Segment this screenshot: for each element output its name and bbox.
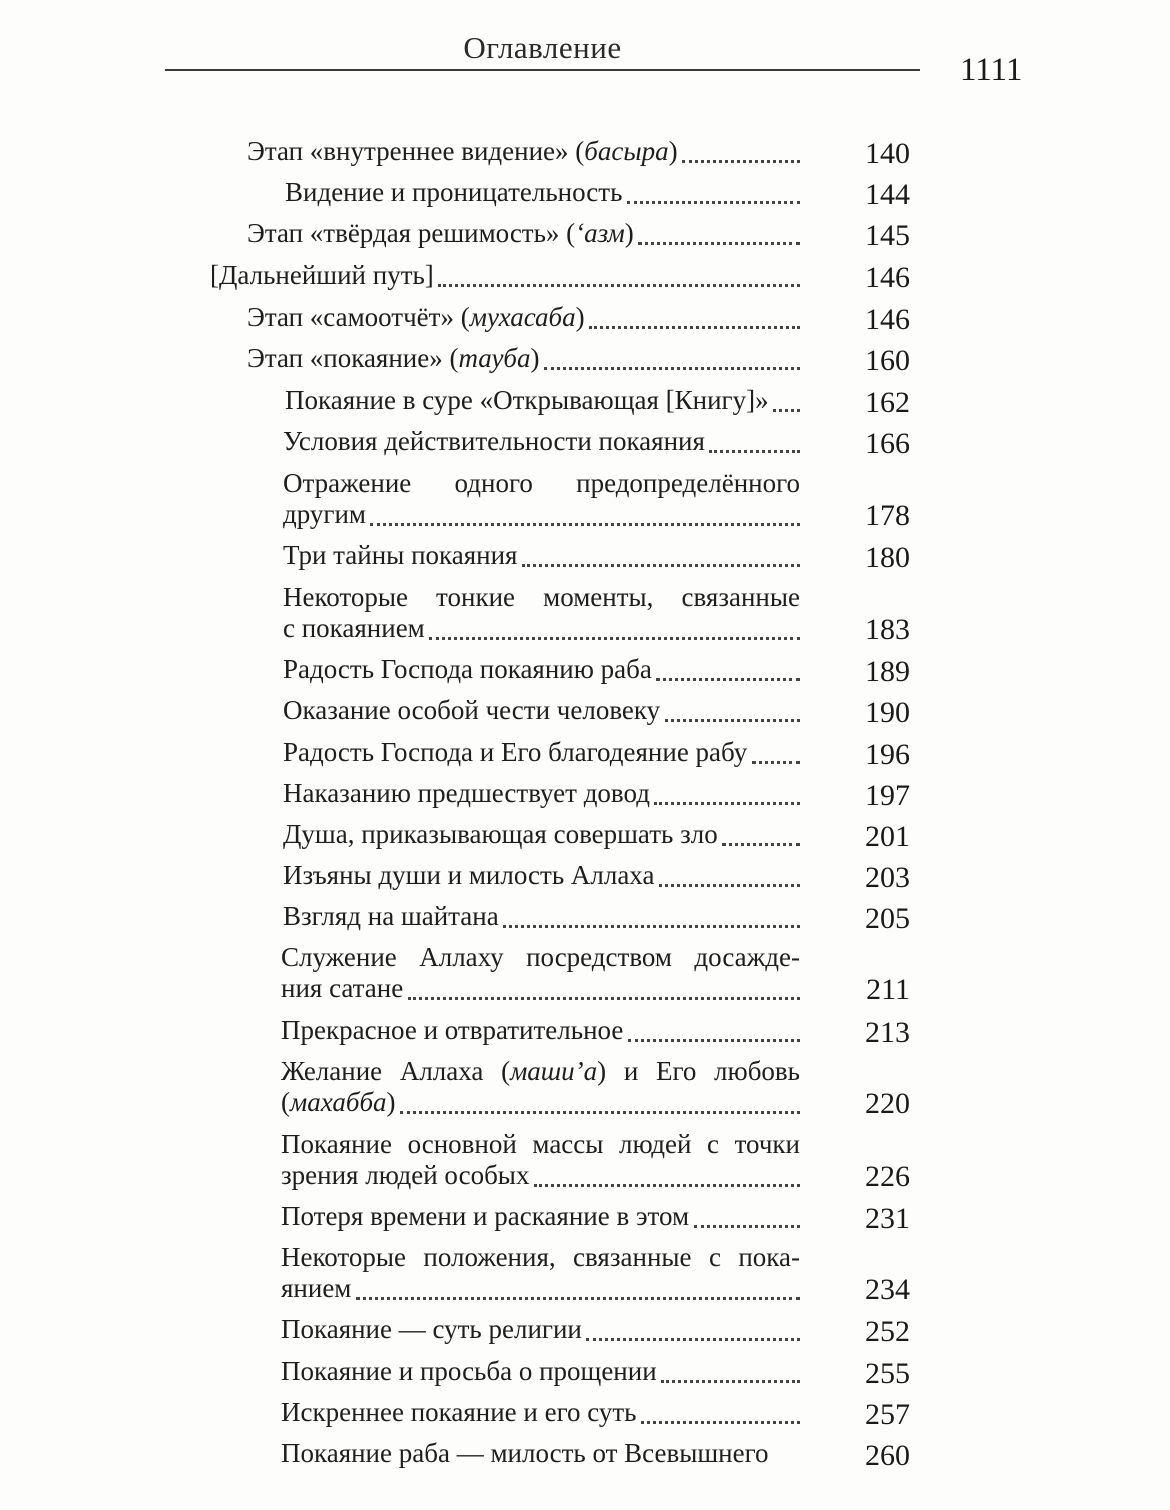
toc-entry-title-line1: Отражение одного предопределённого [283, 468, 800, 498]
toc-entry-title: Взгляд на шайтана [283, 901, 499, 931]
leader-dots [773, 409, 800, 412]
leader-dots [709, 450, 800, 453]
toc-page-number: 196 [865, 738, 910, 771]
toc-entry-title-line2: (махабба) [281, 1087, 396, 1117]
toc-page-number: 162 [865, 386, 910, 419]
toc-entry-title: Этап «покаяние» (тауба) [247, 343, 540, 373]
leader-dots [656, 678, 800, 681]
toc-entry-title: Душа, приказывающая совершать зло [283, 819, 718, 849]
toc-entry-title: Радость Господа покаянию раба [283, 654, 652, 684]
leader-dots [659, 884, 800, 887]
toc-entry-title: Этап «самоотчёт» (мухасаба) [247, 302, 585, 332]
toc-page-number: 146 [865, 303, 910, 336]
leader-dots [438, 284, 800, 287]
toc-entry-title-line1: Некоторые положения, связанные с пока- [281, 1242, 800, 1272]
leader-dots [589, 326, 800, 329]
toc-entry-title: Видение и проницательность [285, 177, 623, 207]
toc-entry-title: Потеря времени и раскаяние в этом [281, 1201, 690, 1231]
toc-entry-title: Покаяние — суть религии [281, 1314, 582, 1344]
toc-entry [283, 468, 800, 530]
leader-dots [682, 160, 800, 163]
toc-entry [281, 1129, 800, 1191]
toc-page-number: 260 [865, 1439, 910, 1472]
toc-entry-title: Изъяны души и милость Аллаха [283, 860, 655, 890]
toc-page-number: 144 [865, 178, 910, 211]
toc-entry-title: [Дальнейший путь] [210, 260, 434, 290]
leader-dots [628, 1039, 800, 1042]
toc-page-number: 234 [865, 1273, 910, 1306]
toc-entry-title: Оказание особой чести человеку [283, 695, 661, 725]
toc-entry-title-line2: янием [281, 1273, 352, 1303]
toc-page-number: 197 [865, 779, 910, 812]
leader-dots [370, 523, 800, 526]
leader-dots [661, 1380, 800, 1383]
toc-page-number: 252 [865, 1315, 910, 1348]
toc-entry-title: Искреннее покаяние и его суть [281, 1397, 637, 1427]
toc-page-number: 231 [865, 1202, 910, 1235]
leader-dots [429, 637, 800, 640]
toc-entry [281, 942, 800, 1004]
toc-entry-title-line1: Желание Аллаха (маши’а) и Его любовь [281, 1056, 800, 1086]
toc-entry [283, 582, 800, 644]
leader-dots [503, 925, 800, 928]
toc-entry-title: Прекрасное и отвратительное [281, 1015, 624, 1045]
toc-entry-title-line1: Покаяние основной массы людей с точки [281, 1129, 800, 1159]
toc-page-number: 145 [865, 219, 910, 252]
toc-entry-title: Радость Господа и Его благодеяние рабу [283, 737, 748, 767]
toc-page-number: 226 [865, 1160, 910, 1193]
leader-dots [641, 1421, 800, 1424]
leader-dots [752, 761, 800, 764]
toc-entry-title: Покаяние раба — милость от Всевышнего [281, 1438, 769, 1468]
toc-entry-title-line2: с покаянием [283, 613, 425, 643]
toc-entry [281, 1242, 800, 1304]
toc-page-number: 203 [865, 861, 910, 894]
leader-dots [522, 564, 800, 567]
leader-dots [665, 719, 800, 722]
leader-dots [534, 1184, 800, 1187]
leader-dots [722, 843, 800, 846]
toc-page-number: 220 [865, 1087, 910, 1120]
leader-dots [544, 367, 800, 370]
toc-entry-title-line1: Служение Аллаху посредством досажде- [281, 942, 800, 972]
toc-page-number: 257 [865, 1398, 910, 1431]
leader-dots [586, 1338, 800, 1341]
toc-page-number: 190 [865, 696, 910, 729]
leader-dots [654, 802, 800, 805]
leader-dots [694, 1225, 800, 1228]
toc-page-number: 189 [865, 655, 910, 688]
leader-dots [638, 242, 800, 245]
toc-entry-title-line2: зрения людей особых [281, 1160, 530, 1190]
toc-page-number: 140 [865, 137, 910, 170]
toc-entry-title-line2: другим [283, 499, 366, 529]
leader-dots [400, 1111, 800, 1114]
toc-page-number: 180 [865, 541, 910, 574]
toc-page-number: 213 [865, 1016, 910, 1049]
toc-page-number: 160 [865, 344, 910, 377]
running-title: Оглавление [463, 30, 622, 65]
toc-entry-title: Три тайны покаяния [283, 540, 518, 570]
toc-page-number: 205 [865, 902, 910, 935]
toc-entry-title: Условия действительности покаяния [283, 426, 705, 456]
toc-entry-title-line1: Некоторые тонкие моменты, связанные [283, 582, 800, 612]
toc-page-number: 178 [865, 499, 910, 532]
toc-page-number: 183 [865, 613, 910, 646]
toc-page-number: 201 [865, 820, 910, 853]
toc-page-number: 166 [865, 427, 910, 460]
toc-entry-title: Этап «внутреннее видение» (басыра) [247, 136, 678, 166]
toc-entry-title-line2: ния сатане [281, 973, 404, 1003]
leader-dots [627, 201, 800, 204]
toc-page-number: 146 [865, 261, 910, 294]
toc-entry-title: Покаяние в суре «Открывающая [Книгу]» [285, 385, 769, 415]
leader-dots [356, 1297, 800, 1300]
page-number: 1111 [960, 52, 1023, 88]
leader-dots [408, 997, 800, 1000]
toc-page-number: 255 [865, 1357, 910, 1390]
toc-entry [281, 1056, 800, 1118]
toc-page-number: 211 [866, 973, 910, 1006]
toc-entry-title: Наказанию предшествует довод [283, 778, 650, 808]
toc-entry-title: Покаяние и просьба о прощении [281, 1356, 657, 1386]
toc-entry-title: Этап «твёрдая решимость» (‘азм) [247, 218, 634, 248]
